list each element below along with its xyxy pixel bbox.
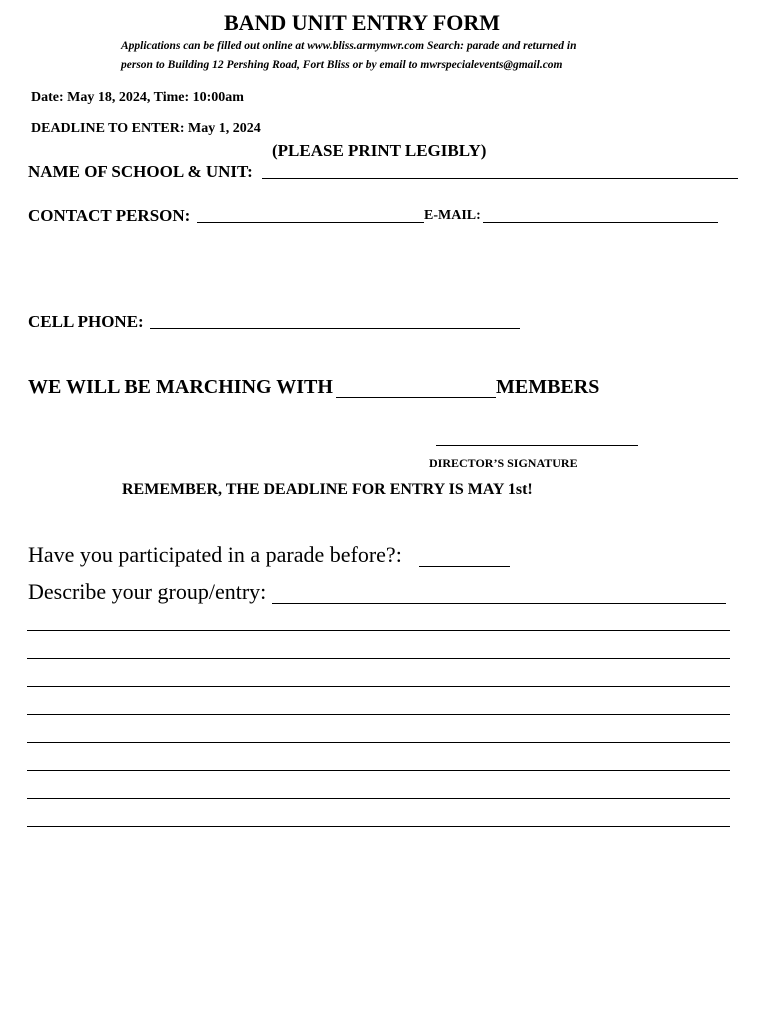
form-title: BAND UNIT ENTRY FORM	[223, 10, 501, 35]
instructions-line-2: person to Building 12 Pershing Road, Fort Bliss or by email to mwrspecialevents@gmail.com	[121, 59, 563, 71]
print-legibly-note: (PLEASE PRINT LEGIBLY)	[272, 141, 487, 160]
school-unit-field[interactable]	[262, 178, 738, 179]
contact-person-field[interactable]	[197, 222, 424, 223]
instructions-line-1: Applications can be filled out online at www.bliss.armymwr.com Search: parade and returned in	[121, 40, 577, 52]
description-line[interactable]	[27, 798, 730, 799]
director-signature-field[interactable]	[436, 445, 638, 446]
event-date-time: Date: May 18, 2024, Time: 10:00am	[31, 90, 244, 105]
description-line[interactable]	[27, 770, 730, 771]
description-line[interactable]	[27, 714, 730, 715]
description-line[interactable]	[27, 742, 730, 743]
entry-deadline: DEADLINE TO ENTER: May 1, 2024	[31, 121, 261, 136]
cell-phone-label: CELL PHONE:	[28, 312, 144, 331]
description-line[interactable]	[27, 826, 730, 827]
marching-suffix: MEMBERS	[496, 376, 600, 398]
email-field[interactable]	[483, 222, 718, 223]
description-line[interactable]	[27, 686, 730, 687]
email-label: E-MAIL:	[424, 208, 481, 223]
director-signature-label: DIRECTOR’S SIGNATURE	[429, 456, 578, 470]
cell-phone-field[interactable]	[150, 328, 520, 329]
describe-entry-field[interactable]	[272, 603, 726, 604]
description-line[interactable]	[27, 630, 730, 631]
school-unit-label: NAME OF SCHOOL & UNIT:	[28, 162, 253, 181]
description-line[interactable]	[27, 658, 730, 659]
describe-entry-label: Describe your group/entry:	[28, 579, 267, 604]
deadline-reminder: REMEMBER, THE DEADLINE FOR ENTRY IS MAY 1st!	[122, 481, 533, 498]
participated-question: Have you participated in a parade before?:	[28, 542, 402, 567]
members-count-field[interactable]	[336, 397, 496, 398]
participated-answer-field[interactable]	[419, 566, 510, 567]
marching-prefix: WE WILL BE MARCHING WITH	[28, 376, 333, 398]
contact-person-label: CONTACT PERSON:	[28, 206, 191, 225]
